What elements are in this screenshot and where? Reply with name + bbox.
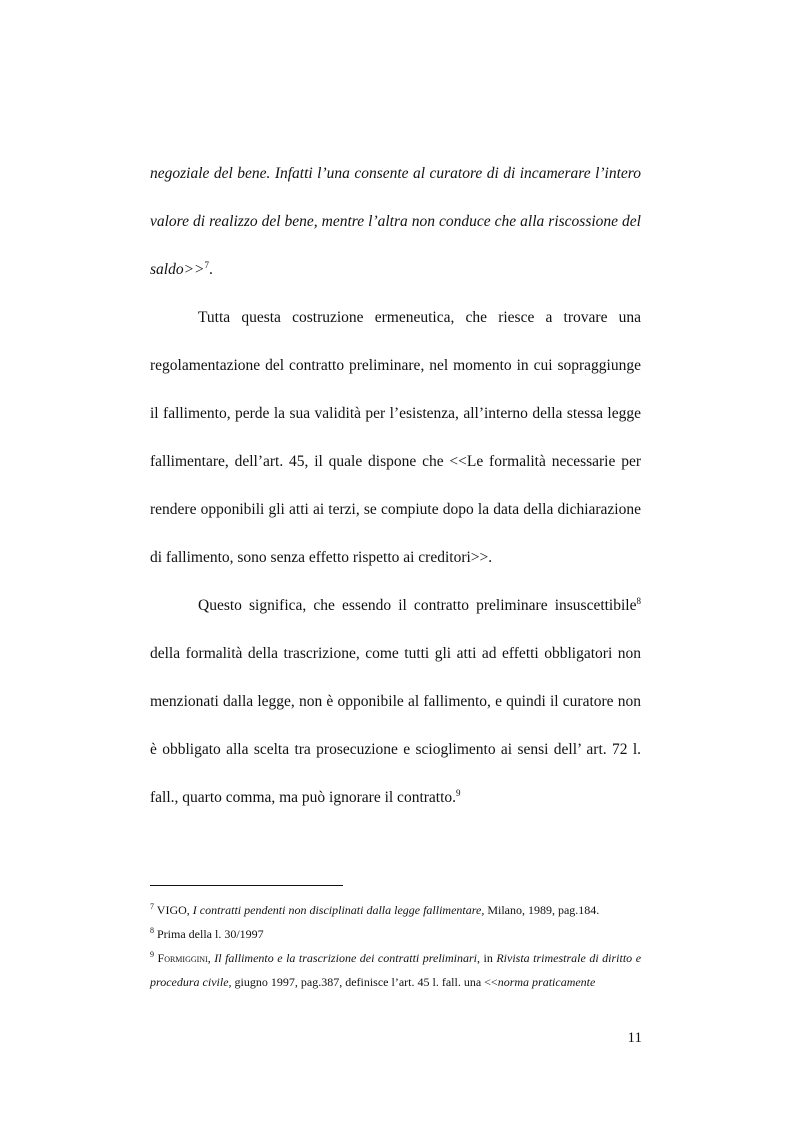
footnote-details: Milano, 1989, pag.184. <box>484 903 600 917</box>
paragraph-2: Tutta questa costruzione ermeneutica, che riesce a trovare una regolamentazione del contratto preliminare, nel momento in cui sopraggiunge il fallimento, perde la sua validità per l’esistenza, all’interno della stessa legge fallimentare, dell’art. 45, il quale dispone che <<Le formalità necessarie per rendere opponibili gli atti ai terzi, se compiute dopo la data della dichiarazione di fallimento, sono senza effetto rispetto ai creditori>>. <box>150 309 641 566</box>
paragraph-3-part-b: della formalità della trascrizione, come tutti gli atti ad effetti obbligatori non menzionati dalla legge, non è opponibile al fallimento, e quindi il curatore non è obbligato alla scelta tra prosecuzione e scioglimento ai sensi dell’ art. 72 l. fall., quarto comma, ma può ignorare il contratto. <box>150 645 641 806</box>
body-text <box>150 150 641 822</box>
footnote-number: 8 <box>150 926 154 935</box>
paragraph-1 <box>150 150 641 294</box>
footnote-8 <box>150 922 641 946</box>
quote-continuation: negoziale del bene. Infatti l’una consente al curatore di di incamerare l’intero valore di realizzo del bene, mentre l’altra non conduce che alla riscossione del saldo>> <box>150 165 641 278</box>
paragraph-3-part-a: Questo significa, che essendo il contratto preliminare insuscettibile <box>198 597 637 614</box>
footnote-title: Il fallimento e la trascrizione dei contratti preliminari <box>214 951 477 965</box>
footnote-number: 9 <box>150 950 154 959</box>
footnote-author: VIGO <box>156 903 187 917</box>
footnote-separator-text: , <box>207 951 215 965</box>
footnote-number: 7 <box>150 902 154 911</box>
footnote-author: Formiggini <box>157 951 208 965</box>
footnote-details: giugno 1997, pag.387, definisce l’art. 45 l. fall. una << <box>231 975 498 989</box>
footnote-separator-text: , <box>186 903 193 917</box>
footnote-title: I contratti pendenti non disciplinati dalla legge fallimentare, <box>192 903 485 917</box>
paragraph-1-end: . <box>209 261 213 278</box>
paragraph-3 <box>150 582 641 822</box>
footnote-9 <box>150 946 641 994</box>
footnote-separator <box>150 885 343 886</box>
page-number: 11 <box>627 1030 642 1046</box>
footnote-mid: , in <box>477 951 497 965</box>
footnote-ref-8[interactable]: 8 <box>636 595 641 606</box>
footnote-7 <box>150 898 641 922</box>
footnote-ref-7[interactable]: 7 <box>204 259 210 270</box>
footnote-journal: Rivista trimestrale di diritto e procedura civile, <box>150 951 642 989</box>
footnote-quote: norma praticamente <box>497 975 596 989</box>
footnote-ref-9[interactable]: 9 <box>456 787 461 798</box>
footnote-text: Prima della l. 30/1997 <box>154 927 264 941</box>
footnotes <box>150 898 641 994</box>
